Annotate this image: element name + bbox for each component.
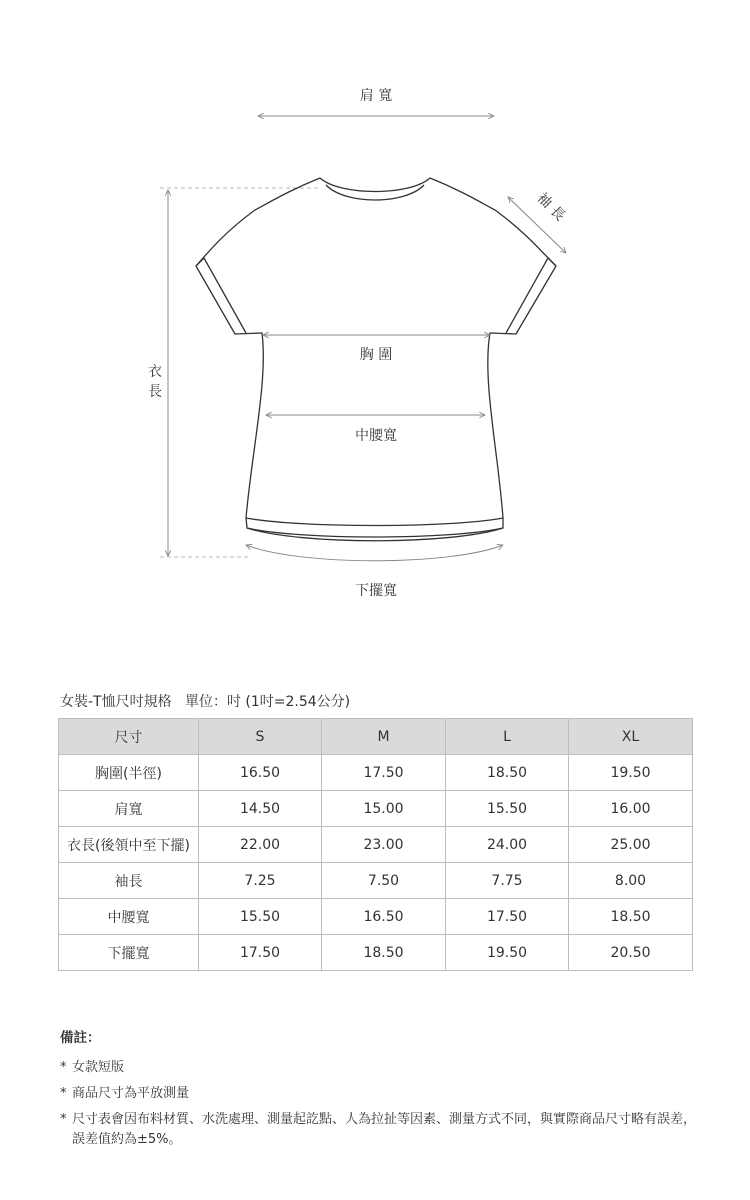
cell-value: 15.50 <box>446 791 569 827</box>
notes-section <box>60 1026 702 1156</box>
length-label-2: 長 <box>148 384 162 400</box>
table-header-row <box>59 719 693 755</box>
table-row <box>59 935 693 971</box>
note-bullet: * <box>60 1086 67 1101</box>
cell-value: 22.00 <box>199 827 322 863</box>
note-bullet: * <box>60 1060 67 1075</box>
cell-value: 14.50 <box>199 791 322 827</box>
size-spec-table <box>58 718 693 971</box>
note-item <box>60 1110 702 1150</box>
cell-value: 7.50 <box>322 863 446 899</box>
table-row <box>59 899 693 935</box>
hem-label: 下擺寬 <box>355 583 397 599</box>
cell-value: 24.00 <box>446 827 569 863</box>
note-item <box>60 1058 702 1078</box>
hem-arrow <box>246 545 503 561</box>
header-size: 尺寸 <box>59 719 199 755</box>
table-row <box>59 755 693 791</box>
cell-value: 25.00 <box>569 827 693 863</box>
note-item <box>60 1084 702 1104</box>
row-label: 袖長 <box>59 863 199 899</box>
cell-value: 16.50 <box>199 755 322 791</box>
cell-value: 19.50 <box>446 935 569 971</box>
notes-heading: 備註： <box>60 1030 101 1046</box>
table-row <box>59 791 693 827</box>
note-text: 女款短版 <box>72 1060 125 1075</box>
note-bullet: * <box>60 1112 67 1127</box>
row-label: 中腰寬 <box>59 899 199 935</box>
cell-value: 23.00 <box>322 827 446 863</box>
cell-value: 20.50 <box>569 935 693 971</box>
length-label-1: 衣 <box>148 364 162 380</box>
spec-table-title: 女裝-T恤尺吋規格 單位：吋 (1吋=2.54公分) <box>60 694 351 710</box>
note-text: 商品尺寸為平放測量 <box>72 1086 190 1101</box>
header-l: L <box>446 719 569 755</box>
row-label: 衣長(後領中至下擺) <box>59 827 199 863</box>
cell-value: 19.50 <box>569 755 693 791</box>
cell-value: 16.00 <box>569 791 693 827</box>
cell-value: 18.50 <box>446 755 569 791</box>
row-label: 肩寬 <box>59 791 199 827</box>
table-row <box>59 863 693 899</box>
shoulder-label: 肩 寬 <box>359 88 393 104</box>
header-m: M <box>322 719 446 755</box>
cell-value: 18.50 <box>569 899 693 935</box>
cell-value: 15.50 <box>199 899 322 935</box>
waist-label: 中腰寬 <box>355 428 397 444</box>
chest-label: 胸 圍 <box>359 347 393 363</box>
header-xl: XL <box>569 719 693 755</box>
row-label: 胸圍(半徑) <box>59 755 199 791</box>
sleeve-label: 袖 長 <box>533 190 568 225</box>
note-text: 尺寸表會因布料材質、水洗處理、測量起訖點、人為拉扯等因素、測量方式不同，與實際商品尺寸略有誤差，誤差值約為±5%。 <box>72 1112 697 1147</box>
cell-value: 8.00 <box>569 863 693 899</box>
cell-value: 17.50 <box>322 755 446 791</box>
cell-value: 15.00 <box>322 791 446 827</box>
cell-value: 7.75 <box>446 863 569 899</box>
header-s: S <box>199 719 322 755</box>
row-label: 下擺寬 <box>59 935 199 971</box>
cell-value: 17.50 <box>446 899 569 935</box>
cell-value: 7.25 <box>199 863 322 899</box>
cell-value: 17.50 <box>199 935 322 971</box>
table-row <box>59 827 693 863</box>
cell-value: 16.50 <box>322 899 446 935</box>
cell-value: 18.50 <box>322 935 446 971</box>
